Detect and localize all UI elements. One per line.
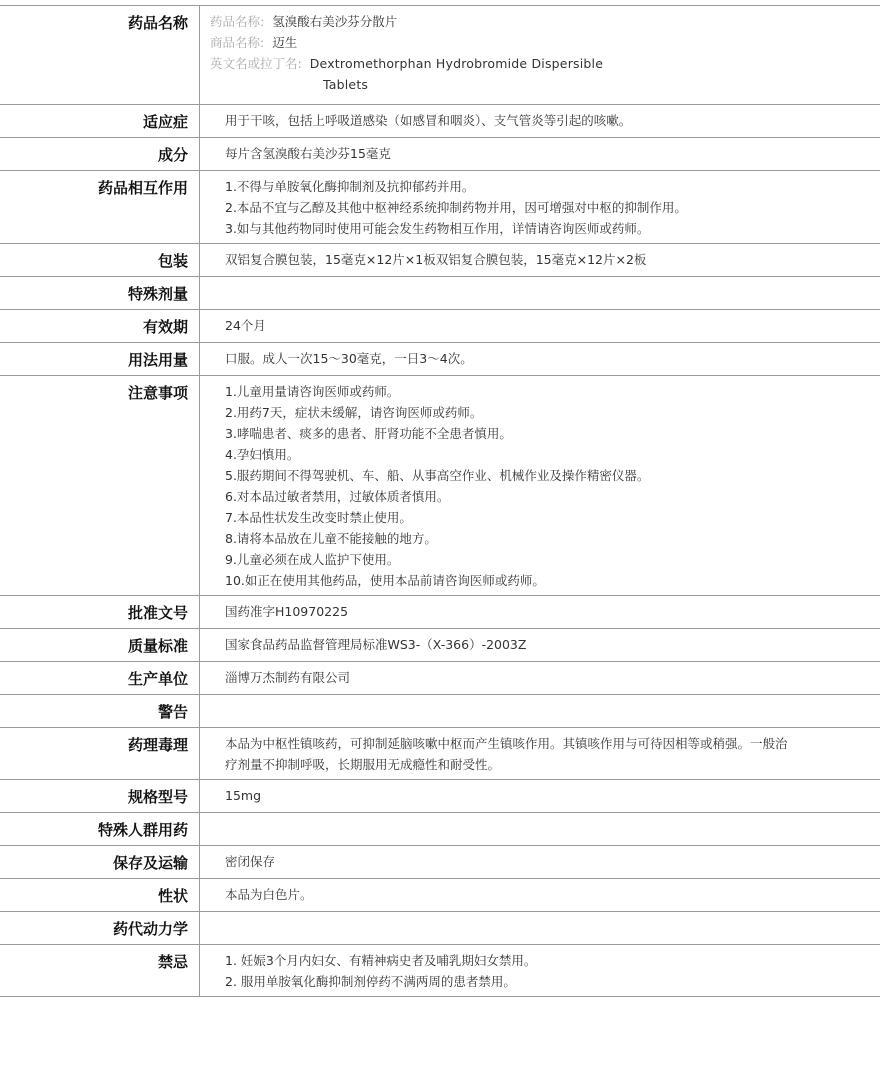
value-storage: 密闭保存 — [225, 854, 276, 869]
value-manufacturer: 淄博万杰制药有限公司 — [225, 670, 351, 685]
value-warning — [200, 695, 880, 727]
row-drug-name — [0, 6, 880, 105]
value-dosage: 口服。成人一次15～30毫克，一日3～4次。 — [225, 351, 473, 366]
generic-name-value: 氢溴酸右美沙芬分散片 — [272, 14, 398, 29]
row-contraindications — [0, 945, 880, 997]
value-pharmacokinetics — [200, 912, 880, 944]
value-drug-name — [200, 6, 880, 104]
row-appearance — [0, 879, 880, 912]
row-indication — [0, 105, 880, 138]
value-contraindications — [200, 945, 880, 996]
value-approval: 国药准字H10970225 — [225, 604, 349, 619]
interaction-line: 2.本品不宜与乙醇及其他中枢神经系统抑制药物并用，因可增强对中枢的抑制作用。 — [225, 200, 687, 215]
value-packaging: 双铝复合膜包装，15毫克×12片×1板双铝复合膜包装，15毫克×12片×2板 — [225, 252, 647, 267]
label-precautions: 注意事项 — [0, 376, 200, 595]
row-spec — [0, 780, 880, 813]
precaution-line: 9.儿童必须在成人监护下使用。 — [225, 552, 400, 567]
row-storage — [0, 846, 880, 879]
value-interactions — [200, 171, 880, 243]
drug-spec-table — [0, 5, 880, 997]
label-indication: 适应症 — [0, 105, 200, 137]
label-appearance: 性状 — [0, 879, 200, 911]
english-name-line — [210, 53, 870, 74]
value-special-groups — [200, 813, 880, 845]
precaution-line: 1.儿童用量请咨询医师或药师。 — [225, 384, 400, 399]
value-composition: 每片含氢溴酸右美沙芬15毫克 — [225, 146, 391, 161]
precaution-line: 3.哮喘患者、痰多的患者、肝肾功能不全患者慎用。 — [225, 426, 512, 441]
precaution-line: 4.孕妇慎用。 — [225, 447, 300, 462]
value-pharmacology — [200, 728, 880, 779]
value-appearance: 本品为白色片。 — [225, 887, 313, 902]
precaution-line: 6.对本品过敏者禁用，过敏体质者慎用。 — [225, 489, 450, 504]
label-shelf-life: 有效期 — [0, 310, 200, 342]
row-standard — [0, 629, 880, 662]
label-spec: 规格型号 — [0, 780, 200, 812]
value-indication: 用于干咳，包括上呼吸道感染（如感冒和咽炎）、支气管炎等引起的咳嗽。 — [225, 113, 632, 128]
row-approval — [0, 596, 880, 629]
interaction-line: 3.如与其他药物同时使用可能会发生药物相互作用，详情请咨询医师或药师。 — [225, 221, 650, 236]
precaution-line: 5.服药期间不得驾驶机、车、船、从事高空作业、机械作业及操作精密仪器。 — [225, 468, 650, 483]
trade-name-value: 迈生 — [272, 35, 298, 50]
english-name-key: 英文名或拉丁名: — [210, 56, 302, 71]
row-special-groups — [0, 813, 880, 846]
label-warning: 警告 — [0, 695, 200, 727]
value-precautions — [200, 376, 880, 595]
value-spec: 15mg — [225, 788, 262, 803]
label-dosage: 用法用量 — [0, 343, 200, 375]
row-manufacturer — [0, 662, 880, 695]
label-contraindications: 禁忌 — [0, 945, 200, 996]
english-name-value: Dextromethorphan Hydrobromide Dispersible — [309, 56, 604, 71]
row-pharmacokinetics — [0, 912, 880, 945]
row-shelf-life — [0, 310, 880, 343]
row-special-dose — [0, 277, 880, 310]
label-composition: 成分 — [0, 138, 200, 170]
interaction-line: 1.不得与单胺氧化酶抑制剂及抗抑郁药并用。 — [225, 179, 475, 194]
label-storage: 保存及运输 — [0, 846, 200, 878]
precaution-line: 10.如正在使用其他药品，使用本品前请咨询医师或药师。 — [225, 573, 545, 588]
generic-name-key: 药品名称: — [210, 14, 265, 29]
label-interactions: 药品相互作用 — [0, 171, 200, 243]
label-packaging: 包装 — [0, 244, 200, 276]
label-drug-name: 药品名称 — [0, 6, 200, 104]
row-dosage — [0, 343, 880, 376]
pharmacology-text: 本品为中枢性镇咳药，可抑制延脑咳嗽中枢而产生镇咳作用。其镇咳作用与可待因相等或稍强。一般治疗剂量不抑制呼吸，长期服用无成瘾性和耐受性。 — [225, 736, 788, 772]
trade-name-key: 商品名称: — [210, 35, 265, 50]
row-pharmacology — [0, 728, 880, 780]
contraindication-line: 1. 妊娠3个月内妇女、有精神病史者及哺乳期妇女禁用。 — [225, 953, 537, 968]
label-special-dose: 特殊剂量 — [0, 277, 200, 309]
value-special-dose — [200, 277, 880, 309]
precaution-line: 2.用药7天，症状未缓解，请咨询医师或药师。 — [225, 405, 483, 420]
row-warning — [0, 695, 880, 728]
english-name-value-cont: Tablets — [323, 77, 369, 92]
row-composition — [0, 138, 880, 171]
label-pharmacology: 药理毒理 — [0, 728, 200, 779]
generic-name-line — [210, 11, 870, 32]
precaution-line: 7.本品性状发生改变时禁止使用。 — [225, 510, 412, 525]
contraindication-line: 2. 服用单胺氧化酶抑制剂停药不满两周的患者禁用。 — [225, 974, 516, 989]
row-interactions — [0, 171, 880, 244]
value-standard: 国家食品药品监督管理局标准WS3-（X-366）-2003Z — [225, 637, 527, 652]
label-standard: 质量标准 — [0, 629, 200, 661]
label-approval: 批准文号 — [0, 596, 200, 628]
row-precautions — [0, 376, 880, 596]
value-shelf-life: 24个月 — [225, 318, 266, 333]
row-packaging — [0, 244, 880, 277]
trade-name-line — [210, 32, 870, 53]
label-special-groups: 特殊人群用药 — [0, 813, 200, 845]
label-manufacturer: 生产单位 — [0, 662, 200, 694]
precaution-line: 8.请将本品放在儿童不能接触的地方。 — [225, 531, 437, 546]
label-pharmacokinetics: 药代动力学 — [0, 912, 200, 944]
